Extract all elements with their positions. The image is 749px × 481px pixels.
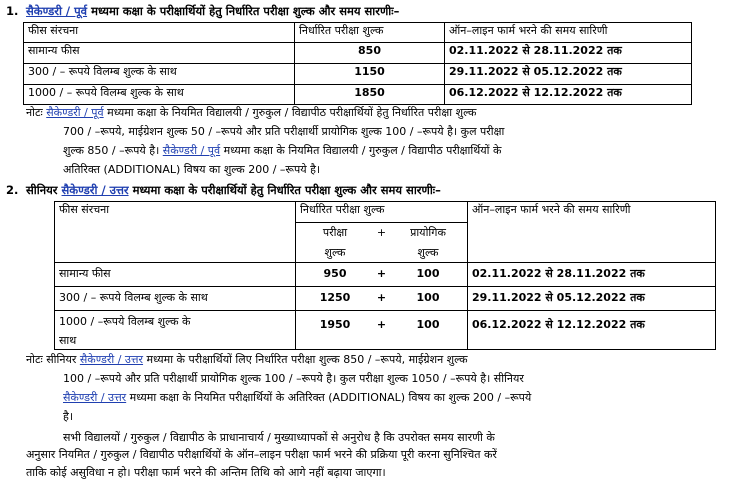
subheader-exam: परीक्षा — [322, 226, 348, 239]
note-text: मध्यमा कक्षा के नियमित परीक्षार्थियों के अतिरिक्त (ADDITIONAL) विषय का शुल्क 200 / –रूपये — [129, 391, 532, 404]
note-text: सीनियर — [46, 353, 77, 366]
section2-note-line3 — [63, 390, 531, 406]
note-label: नोटः — [26, 353, 43, 366]
section1-note-line3 — [63, 143, 501, 159]
exam-fee: 1950 — [319, 318, 351, 331]
section2-fee-table — [54, 201, 716, 350]
header-fee-structure: फीस संरचना — [55, 202, 296, 223]
fee-dates: 02.11.2022 से 28.11.2022 तक — [445, 43, 692, 64]
table-header-row — [55, 202, 716, 223]
table-row — [24, 64, 692, 85]
header-schedule: ऑन–लाइन फार्म भरने की समय सारिणी — [445, 23, 692, 43]
fee-dates: 02.11.2022 से 28.11.2022 तक — [468, 263, 716, 287]
header-schedule: ऑन–लाइन फार्म भरने की समय सारिणी — [468, 202, 716, 223]
fee-amount: 1850 — [295, 85, 445, 105]
header-fee-structure: फीस संरचना — [24, 23, 295, 43]
section2-note-line2: 100 / –रूपये और प्रति परीक्षार्थी प्रायोगिक शुल्क 100 / –रूपये है। कुल परीक्षा शुल्क 1050 / –रूपये है। सीनियर — [63, 372, 524, 385]
practical-fee: 100 — [416, 318, 440, 331]
note-text: मध्यमा कक्षा के नियमित विद्यालयी / गुरुकुल / विद्यापीठ परीक्षार्थियों हेतु निर्धारित परीक्षा शुल्क — [107, 106, 477, 119]
fee-type-line2: साथ — [59, 334, 77, 347]
closing-line2: अनुसार नियमित / गुरुकुल / विद्यापीठ परीक्षार्थियों के ऑन–लाइन परीक्षा फार्म भरने की प्रक्रिया पूरी करना सुनिश्चित करें — [26, 448, 497, 461]
note-link[interactable]: सैकेण्डरी / पूर्व — [46, 106, 104, 119]
closing-line3: ताकि कोई असुविधा न हो। परीक्षा फार्म भरने की अन्तिम तिथि को आगे नहीं बढ़ाया जाएगा। — [26, 466, 386, 479]
header-exam-fee: निर्धारित परीक्षा शुल्क — [296, 202, 468, 223]
section2-number: 2. — [6, 183, 19, 197]
plus-sign: + — [376, 267, 387, 280]
table-row — [55, 287, 716, 311]
section1-note-line2: 700 / –रूपये, माईग्रेशन शुल्क 50 / –रूपये और प्रति परीक्षार्थी प्रायोगिक शुल्क 100 / –रूपये है। कुल परीक्षा — [63, 125, 505, 138]
section1-note-line1 — [26, 105, 477, 121]
fee-type: 300 / – रूपये विलम्ब शुल्क के साथ — [55, 287, 296, 311]
exam-fee: 1250 — [319, 291, 351, 304]
table-subheader-row — [55, 223, 716, 263]
section1-note-line4: अतिरिक्त (ADDITIONAL) विषय का शुल्क 200 / –रूपये है। — [63, 163, 321, 176]
note-text: मध्यमा के परीक्षार्थियों लिए निर्धारित परीक्षा शुल्क 850 / –रूपये, माईग्रेशन शुल्क — [146, 353, 468, 366]
plus-sign: + — [376, 291, 387, 304]
note-link[interactable]: सैकेण्डरी / पूर्व — [162, 144, 221, 157]
fee-type: सामान्य फीस — [55, 263, 296, 287]
fee-type: 1000 / – रूपये विलम्ब शुल्क के साथ — [24, 85, 295, 105]
plus-sign: + — [376, 318, 387, 331]
fee-dates: 29.11.2022 से 05.12.2022 तक — [468, 287, 716, 311]
subheader-plus: + — [376, 226, 387, 239]
section1-number: 1. — [6, 4, 19, 18]
fee-type: 300 / – रूपये विलम्ब शुल्क के साथ — [24, 64, 295, 85]
subheader-practical-l2: शुल्क — [417, 246, 439, 259]
practical-fee: 100 — [416, 267, 440, 280]
note-link[interactable]: सैकेण्डरी / उत्तर — [79, 353, 144, 366]
table-row — [24, 85, 692, 105]
subheader-cell — [296, 223, 468, 263]
section2-title-pre: सीनियर — [26, 183, 58, 197]
fee-amount-cell — [296, 311, 468, 350]
header-exam-fee: निर्धारित परीक्षा शुल्क — [295, 23, 445, 43]
fee-type — [55, 311, 296, 350]
fee-dates: 06.12.2022 से 12.12.2022 तक — [468, 311, 716, 350]
table-row — [55, 311, 716, 350]
section2-title: मध्यमा कक्षा के परीक्षार्थियों हेतु निर्धारित परीक्षा शुल्क और समय सारणीः– — [132, 183, 441, 197]
note-text: मध्यमा कक्षा के नियमित विद्यालयी / गुरुकुल / विद्यापीठ परीक्षार्थियों के — [223, 144, 502, 157]
fee-dates: 29.11.2022 से 05.12.2022 तक — [445, 64, 692, 85]
fee-amount: 850 — [295, 43, 445, 64]
table-row — [55, 263, 716, 287]
fee-amount-cell — [296, 287, 468, 311]
fee-type: सामान्य फीस — [24, 43, 295, 64]
note-label: नोटः — [26, 106, 43, 119]
fee-type-line1: 1000 / –रूपये विलम्ब शुल्क के — [59, 315, 191, 328]
section2-title-link[interactable]: सैकेण्डरी / उत्तर — [61, 183, 129, 197]
fee-dates: 06.12.2022 से 12.12.2022 तक — [445, 85, 692, 105]
note-link[interactable]: सैकेण्डरी / उत्तर — [63, 391, 127, 404]
note-text: शुल्क 850 / –रूपये है। — [63, 144, 160, 157]
section2-note-line1 — [26, 352, 468, 368]
fee-amount-cell — [296, 263, 468, 287]
section1-heading — [6, 3, 399, 19]
table-header-row — [24, 23, 692, 43]
practical-fee: 100 — [416, 291, 440, 304]
section1-title-link[interactable]: सैकेण्डरी / पूर्व — [26, 4, 88, 18]
subheader-exam-l2: शुल्क — [324, 246, 346, 259]
section1-title: मध्यमा कक्षा के परीक्षार्थियों हेतु निर्धारित परीक्षा शुल्क और समय सारणीः– — [91, 4, 400, 18]
fee-amount: 1150 — [295, 64, 445, 85]
exam-fee: 950 — [323, 267, 347, 280]
section2-note-line4: है। — [63, 410, 74, 423]
section2-heading — [6, 182, 441, 198]
table-row — [24, 43, 692, 64]
section1-fee-table — [23, 22, 692, 105]
subheader-practical: प्रायोगिक — [410, 226, 446, 239]
closing-line1: सभी विद्यालयों / गुरुकुल / विद्यापीठ के प्राधानाचार्य / मुख्याध्यापकों से अनुरोध है कि उपरोक्त समय सारणी के — [63, 431, 495, 444]
